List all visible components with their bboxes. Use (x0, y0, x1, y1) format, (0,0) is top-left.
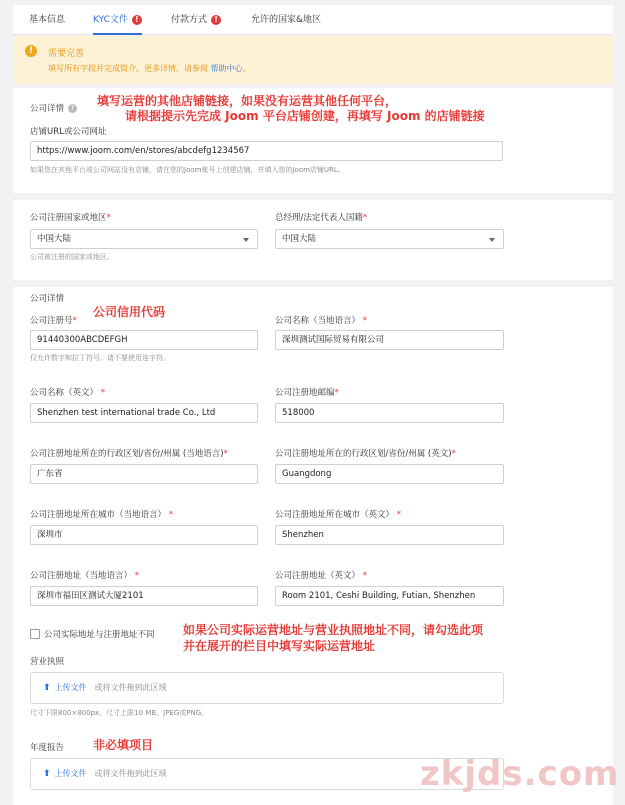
region-local-input[interactable]: 广东省 (30, 464, 258, 484)
different-address-checkbox[interactable] (30, 629, 40, 639)
addr-en-input[interactable]: Room 2101, Ceshi Building, Futian, Shenzhen (275, 586, 504, 606)
reg-no-input[interactable]: 91440300ABCDEFGH (30, 330, 258, 350)
name-en-input[interactable]: Shenzhen test international trade Co., Ltd (30, 403, 258, 423)
annotation-address-2: 并在展开的栏目中填写实际运营地址 (183, 639, 376, 653)
section-title-details: 公司详情 (30, 294, 65, 304)
warning-text: 填写所有字段并完成简介。更多详情，请参阅 帮助中心。 (48, 64, 251, 73)
reg-no-hint: 仅允许数字和拉丁符号。请不要使用连字符。 (30, 354, 170, 362)
city-local-input[interactable]: 深圳市 (30, 525, 258, 545)
tab-kyc-files[interactable]: KYC文件 ! (93, 5, 142, 35)
company-details-card (13, 287, 613, 805)
city-local-label: 公司注册地址所在城市（当地语言） * (30, 510, 173, 520)
tab-payment-method[interactable]: 付款方式 ! (171, 5, 221, 35)
name-local-label: 公司名称（当地语言） * (275, 316, 367, 326)
alert-badge-icon: ! (132, 15, 142, 25)
annual-report-label: 年度报告 (30, 743, 65, 753)
tab-bar (13, 5, 613, 35)
alert-badge-icon: ! (211, 15, 221, 25)
annotation-credit-code: 公司信用代码 (93, 305, 166, 319)
upload-hint: 或将文件拖到此区域 (94, 769, 167, 778)
store-url-hint: 如果您在其他平台或公司网站没有店铺，请在您的Joom账号上创建店铺，并填入您的Joom店铺URL。 (30, 166, 345, 174)
annotation-store-url-2: 请根据提示先完成 Joom 平台店铺创建，再填写 Joom 的店铺链接 (125, 109, 485, 123)
country-card (13, 200, 613, 280)
license-label: 营业执照 (30, 657, 65, 667)
tab-allowed-regions[interactable]: 允许的国家&地区 (251, 15, 322, 25)
zip-label: 公司注册地邮编* (275, 388, 339, 398)
name-local-input[interactable]: 深圳测试国际贸易有限公司 (275, 330, 504, 350)
different-address-label: 公司实际地址与注册地址不同 (44, 630, 155, 640)
reg-no-label: 公司注册号* (30, 316, 77, 326)
tab-basic-info[interactable]: 基本信息 (29, 15, 66, 25)
upload-hint: 或将文件拖到此区域 (94, 683, 167, 692)
chevron-down-icon (489, 238, 495, 242)
help-center-link[interactable]: 帮助中心 (210, 64, 243, 73)
watermark-logo: zkjds.com (420, 754, 620, 794)
region-local-label: 公司注册地址所在的行政区划/省份/州属 (当地语言)* (30, 449, 228, 459)
city-en-label: 公司注册地址所在城市（英文） * (275, 510, 401, 520)
addr-local-input[interactable]: 深圳市福田区测试大厦2101 (30, 586, 258, 606)
name-en-label: 公司名称（英文） * (30, 388, 105, 398)
addr-local-label: 公司注册地址（当地语言） * (30, 571, 139, 581)
region-en-label: 公司注册地址所在的行政区划/省份/州属 (英文)* (275, 449, 456, 459)
warning-banner (13, 36, 613, 84)
store-url-label: 店铺URL或公司网址 (30, 127, 107, 137)
gm-nationality-label: 总经理/法定代表人国籍* (275, 213, 368, 223)
warning-title: 需要完善 (48, 49, 85, 59)
zip-input[interactable]: 518000 (275, 403, 504, 423)
addr-en-label: 公司注册地址（英文） * (275, 571, 367, 581)
annotation-address-1: 如果公司实际运营地址与营业执照地址不同，请勾选此项 (183, 623, 484, 637)
store-url-card (13, 88, 613, 193)
gm-nationality-select[interactable]: 中国大陆 (275, 229, 504, 249)
license-hint: 尺寸下限800×800px，尺寸上限10 MB。JPEG或PNG。 (30, 709, 209, 717)
upload-file-link[interactable]: 上传文件 (54, 769, 87, 778)
upload-file-link[interactable]: 上传文件 (54, 683, 87, 692)
upload-arrow-icon: ⬆ (43, 769, 51, 779)
country-label: 公司注册国家或地区* (30, 213, 111, 223)
annotation-optional: 非必填项目 (93, 738, 154, 752)
help-icon[interactable]: ? (68, 104, 77, 113)
region-en-input[interactable]: Guangdong (275, 464, 504, 484)
warning-icon: ! (25, 45, 37, 57)
store-url-input[interactable]: https://www.joom.com/en/stores/abcdefg1234567 (30, 141, 503, 161)
chevron-down-icon (243, 238, 249, 242)
country-select[interactable]: 中国大陆 (30, 229, 258, 249)
section-title-company-details: 公司详情 ? (30, 102, 77, 114)
license-upload-zone[interactable] (30, 672, 504, 704)
country-hint: 公司被注册的国家或地区。 (30, 253, 114, 261)
annotation-store-url-1: 填写运营的其他店铺链接，如果没有运营其他任何平台， (97, 94, 398, 108)
upload-arrow-icon: ⬆ (43, 683, 51, 693)
city-en-input[interactable]: Shenzhen (275, 525, 504, 545)
